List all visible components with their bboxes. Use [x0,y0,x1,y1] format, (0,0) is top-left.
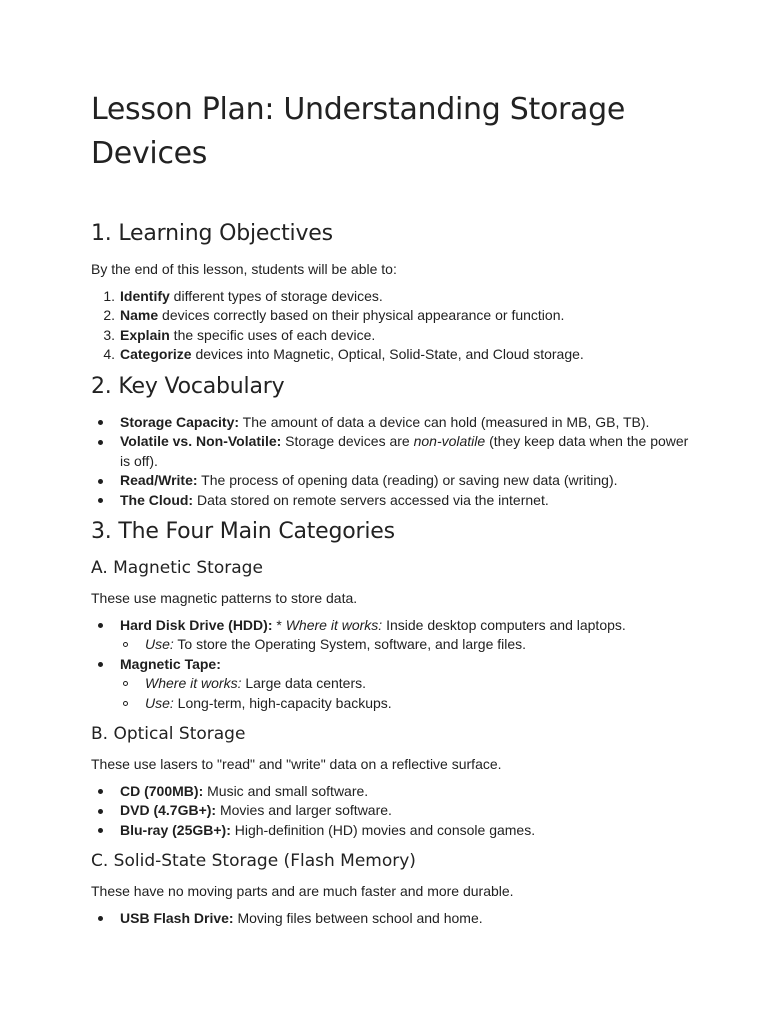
vocabulary-item [91,413,691,433]
bullet-icon [98,479,103,484]
document-body [91,218,691,928]
objectives-intro: By the end of this lesson, students will be able to: [91,261,397,277]
subsection-heading-magnetic: A. Magnetic Storage [91,558,263,578]
section-heading-four-categories: 3. The Four Main Categories [91,519,395,544]
magnetic-intro: These use magnetic patterns to store data. [91,590,358,606]
objective-verb: Identify [120,287,170,304]
device-text: Inside desktop computers and laptops. [382,616,626,633]
list-number: 4. [103,346,115,362]
device-star: * [272,616,286,633]
sub-label: Where it works: [145,675,242,691]
solid-state-list [91,909,691,929]
sub-text: Long-term, high-capacity backups. [173,694,392,711]
document-title: Lesson Plan: Understanding Storage Devices [91,92,626,171]
vocabulary-definition: Data stored on remote servers accessed via the internet. [193,491,549,508]
vocabulary-term: The Cloud: [120,491,194,508]
sub-label: Use: [145,636,174,652]
objective-item [91,326,691,346]
solid-state-item [91,909,691,929]
vocabulary-item [91,491,691,511]
bullet-icon [98,789,103,794]
bullet-icon [98,809,103,814]
device-text: Music and small software. [203,782,369,799]
magnetic-list [91,616,691,714]
magnetic-item-hdd [91,616,691,636]
sub-label: Use: [145,694,174,711]
objective-item [91,345,691,365]
vocabulary-definition: Storage devices are [281,433,414,449]
bullet-icon [98,916,103,921]
magnetic-subitem [91,635,691,655]
vocabulary-term: Storage Capacity: [120,413,240,430]
objective-item [91,306,691,326]
objective-verb: Categorize [120,346,192,362]
list-number: 1. [103,287,115,304]
objective-text: devices into Magnetic, Optical, Solid-State, and Cloud storage. [191,346,584,362]
device-text: High-definition (HD) movies and console games. [230,821,536,838]
vocabulary-definition: The process of opening data (reading) or saving new data (writing). [197,472,618,488]
objectives-list [91,287,691,365]
magnetic-subitem [91,674,691,694]
objective-item [91,287,691,307]
optical-item [91,821,691,841]
sub-text: Large data centers. [241,675,366,691]
vocabulary-item [91,471,691,491]
optical-intro: These use lasers to "read" and "write" data on a reflective surface. [91,756,502,772]
device-name: USB Flash Drive: [120,909,234,926]
bullet-icon [98,420,103,425]
objective-text: devices correctly based on their physical appearance or function. [158,307,565,323]
hollow-bullet-icon [123,701,128,706]
device-text: Movies and larger software. [216,802,392,818]
objective-verb: Name [120,307,159,323]
device-name: Hard Disk Drive (HDD): [120,616,273,633]
sub-text: To store the Operating System, software, and large files. [173,636,527,652]
vocabulary-term: Volatile vs. Non-Volatile: [120,433,282,449]
objective-text: the specific uses of each device. [169,326,376,343]
magnetic-item-tape [91,655,691,675]
vocabulary-definition: The amount of data a device can hold (measured in MB, GB, TB). [239,413,650,430]
vocabulary-item [91,432,691,471]
objective-text: different types of storage devices. [169,287,383,304]
vocabulary-list [91,413,691,511]
section-heading-key-vocabulary: 2. Key Vocabulary [91,373,285,399]
optical-item [91,782,691,802]
list-number: 3. [103,326,115,343]
device-label: Where it works: [285,616,383,633]
vocabulary-emphasis: non-volatile [413,433,486,449]
hollow-bullet-icon [123,642,128,647]
bullet-icon [98,828,103,833]
solid-state-intro: These have no moving parts and are much faster and more durable. [91,883,514,899]
hollow-bullet-icon [123,681,128,686]
objective-verb: Explain [120,326,170,343]
vocabulary-term: Read/Write: [120,472,198,488]
device-name: Magnetic Tape: [120,655,221,672]
bullet-icon [98,498,103,503]
device-name: Blu-ray (25GB+): [120,821,231,838]
vocabulary-definition-cont: (they keep data when the power is off). [120,433,689,469]
device-text: Moving files between school and home. [233,909,483,926]
optical-item [91,801,691,821]
subsection-heading-solid-state: C. Solid-State Storage (Flash Memory) [91,851,416,871]
bullet-icon [98,440,103,445]
device-name: DVD (4.7GB+): [120,802,217,818]
bullet-icon [98,662,103,667]
magnetic-subitem [91,694,691,714]
device-name: CD (700MB): [120,782,204,799]
bullet-icon [98,623,103,628]
optical-list [91,782,691,841]
section-heading-learning-objectives: 1. Learning Objectives [91,221,333,246]
subsection-heading-optical: B. Optical Storage [91,724,246,744]
list-number: 2. [103,307,115,323]
